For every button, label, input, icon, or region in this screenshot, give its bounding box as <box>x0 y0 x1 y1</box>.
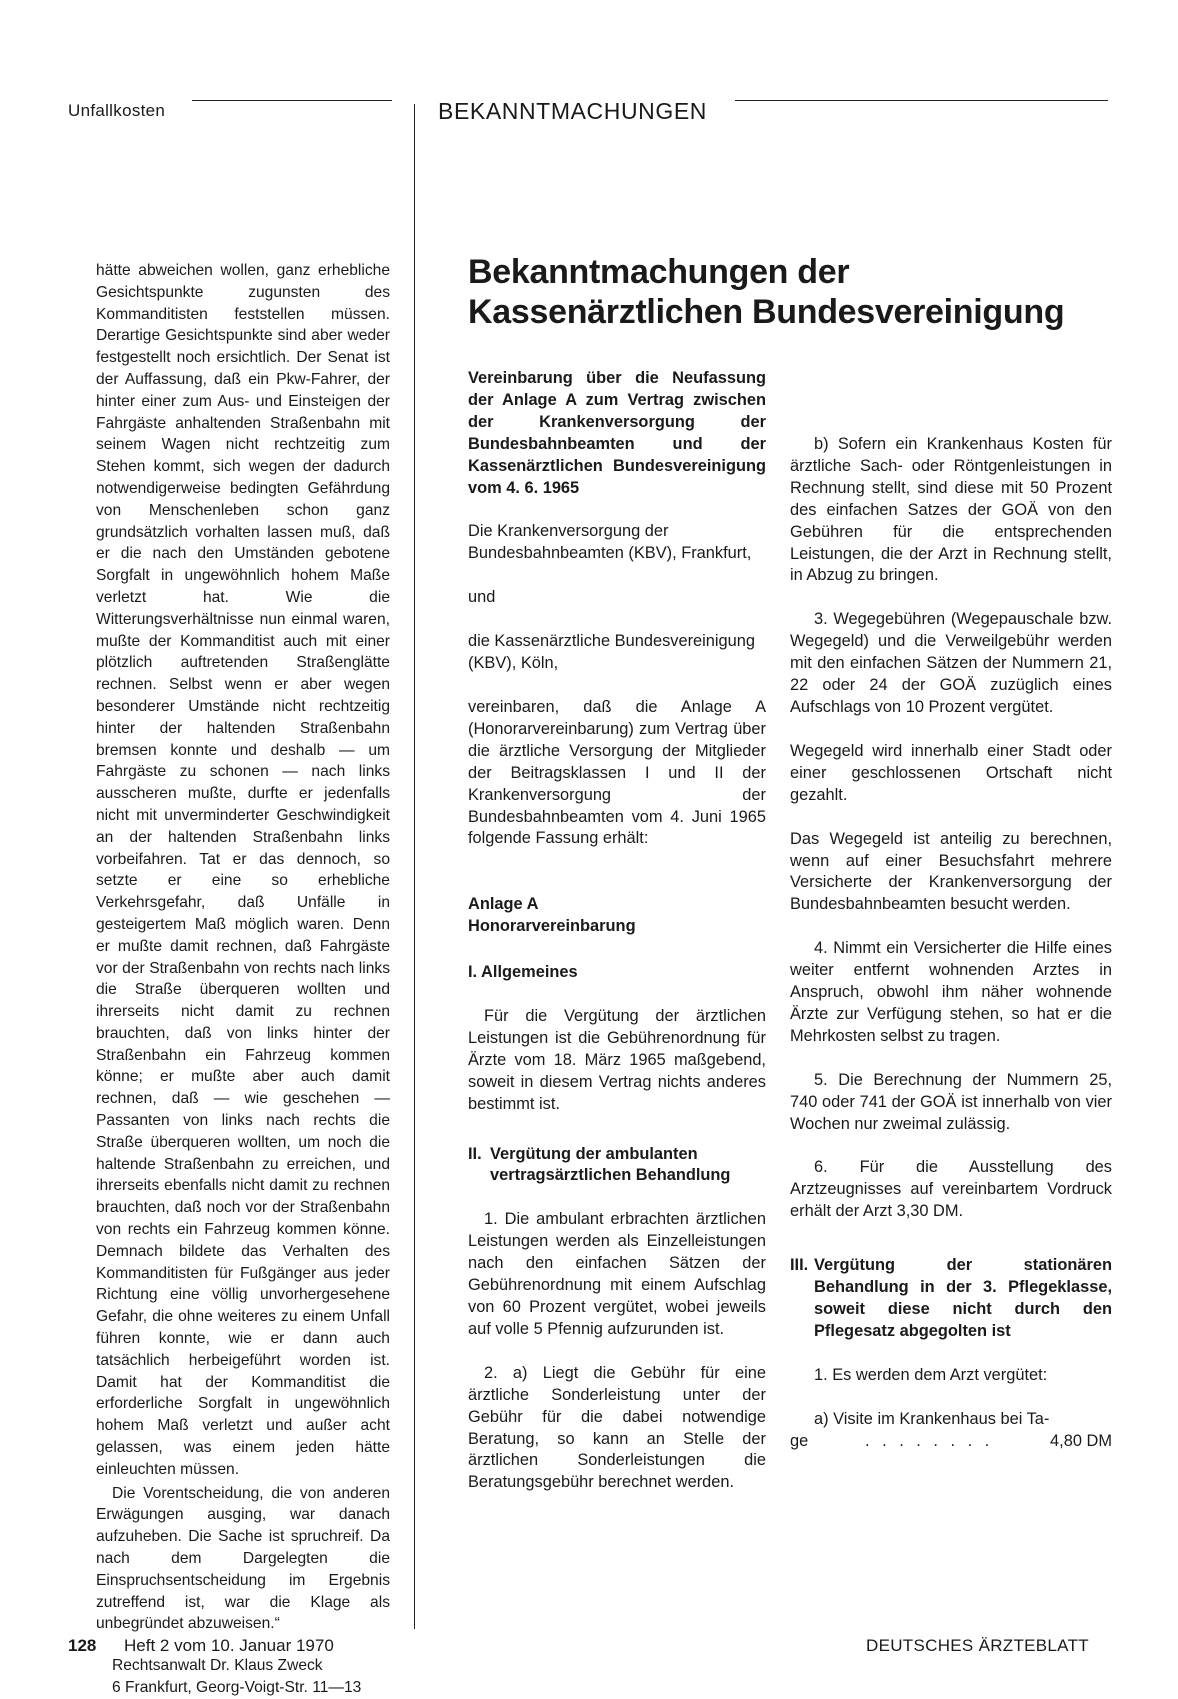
section-2-title: Vergütung der ambulanten vertragsärztlichen Behandlung <box>490 1144 731 1185</box>
running-head-right: BEKANNTMACHUNGEN <box>438 98 708 124</box>
section-2-item-2b: b) Sofern ein Krankenhaus Kosten für ärztliche Sach- oder Röntgenleistungen in Rechnung stellt, sind diese mit 50 Prozent des einfachen Satzes der GOÄ von den Gebühren für die entsprechenden Leistungen, die der Arzt in Rechnung stellt, in Abzug zu bringen. <box>790 435 1112 585</box>
party-1: Die Krankenversorgung der Bundesbahnbeamten (KBV), Frankfurt, <box>468 522 752 563</box>
middle-column <box>468 368 766 1494</box>
section-3-number: III. <box>790 1256 809 1275</box>
visit-rate-leader: . . . . . . . . <box>864 1431 994 1450</box>
header-rule-right <box>735 100 1108 101</box>
section-2-item-6: 6. Für die Ausstellung des Arztzeugnisses auf vereinbartem Vordruck erhält der Arzt 3,30 DM. <box>790 1158 1112 1221</box>
section-3-item-1a: a) Visite im Krankenhaus bei Ta- <box>814 1409 1050 1428</box>
article-title-line-1: Bekanntmachungen der <box>468 253 850 291</box>
agreement-text: vereinbaren, daß die Anlage A (Honorarvereinbarung) zum Vertrag über die ärztliche Versorgung der Mitglieder der Beitragsklassen I und II der Krankenversorgung der Bundesbahnbeamten vom 4. Juni 1965 folgende Fassung erhält: <box>468 697 766 848</box>
section-3-item-1: 1. Es werden dem Arzt vergütet: <box>814 1365 1048 1384</box>
section-2-heading <box>468 1144 766 1188</box>
article-lead: Vereinbarung über die Neufassung der Anlage A zum Vertrag zwischen der Krankenversorgung der Bundesbahnbeamten und der Kassenärztlichen Bundesvereinigung vom 4. 6. 1965 <box>468 369 766 497</box>
visit-rate-amount: 4,80 DM <box>1050 1431 1112 1450</box>
left-paragraph-2: Die Vorentscheidung, die von anderen Erwägungen ausging, war danach aufzuheben. Die Sache ist spruchreif. Da nach dem Dargelegten die Einspruchsentscheidung im Ergebnis zutreffend ist, war die Klage als unbegründet abzuweisen.“ <box>96 1484 390 1633</box>
signature-address: 6 Frankfurt, Georg-Voigt-Str. 11—13 <box>112 1679 362 1696</box>
issue-info: Heft 2 vom 10. Januar 1970 <box>124 1636 334 1655</box>
article-title-line-2: Kassenärztlichen Bundesvereinigung <box>468 293 1065 331</box>
section-1-heading: I. Allgemeines <box>468 963 578 982</box>
signature-name: Rechtsanwalt Dr. Klaus Zweck <box>112 1657 323 1675</box>
section-3-item-1a-rate <box>790 1431 1112 1453</box>
left-column <box>96 260 390 1699</box>
section-3-heading <box>790 1255 1112 1343</box>
page-number: 128 <box>68 1636 97 1655</box>
section-2-item-3-travel: Wegegeld wird innerhalb einer Stadt oder einer geschlossenen Ortschaft nicht gezahlt. <box>790 741 1112 804</box>
section-1-text: Für die Vergütung der ärztlichen Leistungen ist die Gebührenordnung für Ärzte vom 18. März 1965 maßgebend, soweit in diesem Vertrag nichts anderes bestimmt ist. <box>468 1007 766 1113</box>
section-2-item-5: 5. Die Berechnung der Nummern 25, 740 oder 741 der GOÄ ist innerhalb von vier Wochen nur zweimal zulässig. <box>790 1070 1112 1133</box>
left-paragraph-1: hätte abweichen wollen, ganz erhebliche Gesichtspunkte zugunsten des Kommanditisten feststellen müssen. Derartige Gesichtspunkte sind aber weder festgestellt noch ersichtlich. Der Senat ist der Auffassung, daß ein Pkw-Fahrer, der hinter einer zum Aus- und Einsteigen der Fahrgäste anhaltenden Straßenbahn mit seinem Wagen nicht rechtzeitig zum Stehen kommt, sich wegen der dadurch notwendigerweise bedingten Gefährdung von Menschenleben schon ganz grundsätzlich vorhalten lassen muß, daß er die nach den Umständen gebotene Sorgfalt in ungewöhnlich hohem Maße verletzt hat. Wie die Witterungsverhältnisse nun einmal waren, mußte der Kommanditist auch mit einer plötzlich auftretenden Straßenglätte rechnen. Selbst wenn er aber wegen besonderer Umstände nicht rechtzeitig hinter der haltenden Straßenbahn bremsen konnte und deshalb — um Fahrgäste zu schonen — nach links ausscheren mußte, durfte er jedenfalls nicht mit unverminderter Geschwindigkeit an der haltenden Straßenbahn links vorbeifahren. Tat er das dennoch, so setzte er eine so erhebliche Verkehrsgefahr, daß Unfälle in gesteigertem Maß möglich waren. Denn er mußte damit rechnen, daß Fahrgäste vor der Straßenbahn von rechts nach links die Straße überqueren wollten und ihrerseits nicht damit zu rechnen brauchten, daß von links hinter der Straßenbahn ein Fahrzeug kommen könne; er mußte aber auch damit rechnen, daß — wie geschehen — Passanten von links nach rechts die Straße überqueren wollten, um noch die haltende Straßenbahn zu erreichen, und ihrerseits ebenfalls nicht damit zu rechnen brauchten, daß noch vor der Straßenbahn von rechts ein Fahrzeug kommen könne. Demnach bildete das Verhalten des Kommanditisten für Fußgänger aus jeder Richtung eine völlig unvorhergesehene Gefahr, die ohne weiteres zu einem Unfall führen konnte, wie er dann auch tatsächlich herbeigeführt worden ist. Damit hat der Kommanditist die erforderliche Sorgfalt in ungewöhnlich hohem Maß verletzt und außer acht gelassen, was einem jeden hätte einleuchten müssen. <box>96 262 390 1478</box>
header-rule-left <box>192 100 392 101</box>
section-2-item-3-share: Das Wegegeld ist anteilig zu berechnen, wenn auf einer Besuchsfahrt mehrere Versicherte der Krankenversorgung der Bundesbahnbeamten besucht werden. <box>790 829 1112 914</box>
right-column <box>790 368 1112 1453</box>
column-divider <box>414 104 415 1629</box>
visit-rate-label: ge <box>790 1431 809 1450</box>
annex-title: Anlage A <box>468 895 539 914</box>
party-2: die Kassenärztliche Bundesvereinigung (KBV), Köln, <box>468 632 756 673</box>
section-2-number: II. <box>468 1144 482 1163</box>
section-3-title: Vergütung der stationären Behandlung in der 3. Pflegeklasse, soweit diese nicht durch den Pflegesatz abgegolten ist <box>814 1256 1112 1340</box>
running-head-left: Unfallkosten <box>68 101 166 120</box>
section-2-item-2a: 2. a) Liegt die Gebühr für eine ärztliche Sonderleistung unter der Gebühr für die dabei notwendige Beratung, so kann an Stelle der ärztlichen Sonderleistungen die Beratungsgebühr berechnet werden. <box>468 1363 766 1492</box>
section-2-item-4: 4. Nimmt ein Versicherter die Hilfe eines weiter entfernt wohnenden Arztes in Anspruch, obwohl ihm näher wohnende Ärzte zur Verfügung stehen, so hat er die Mehrkosten selbst zu tragen. <box>790 939 1112 1045</box>
section-2-item-1: 1. Die ambulant erbrachten ärztlichen Leistungen werden als Einzelleistungen nach den einfachen Sätzen der Gebührenordnung mit einem Aufschlag von 60 Prozent vergütet, wobei jeweils auf volle 5 Pfennig aufzurunden ist. <box>468 1210 766 1338</box>
section-2-item-3: 3. Wegegebühren (Wegepauschale bzw. Wegegeld) und die Verweilgebühr werden mit den einfachen Sätzen der Nummern 21, 22 oder 24 der GOÄ zuzüglich eines Aufschlags von 10 Prozent vergütet. <box>790 610 1112 716</box>
journal-name: DEUTSCHES ÄRZTEBLATT <box>866 1636 1089 1655</box>
annex-subtitle: Honorarvereinbarung <box>468 917 636 936</box>
article-title <box>468 252 1128 332</box>
and-text: und <box>468 588 496 607</box>
